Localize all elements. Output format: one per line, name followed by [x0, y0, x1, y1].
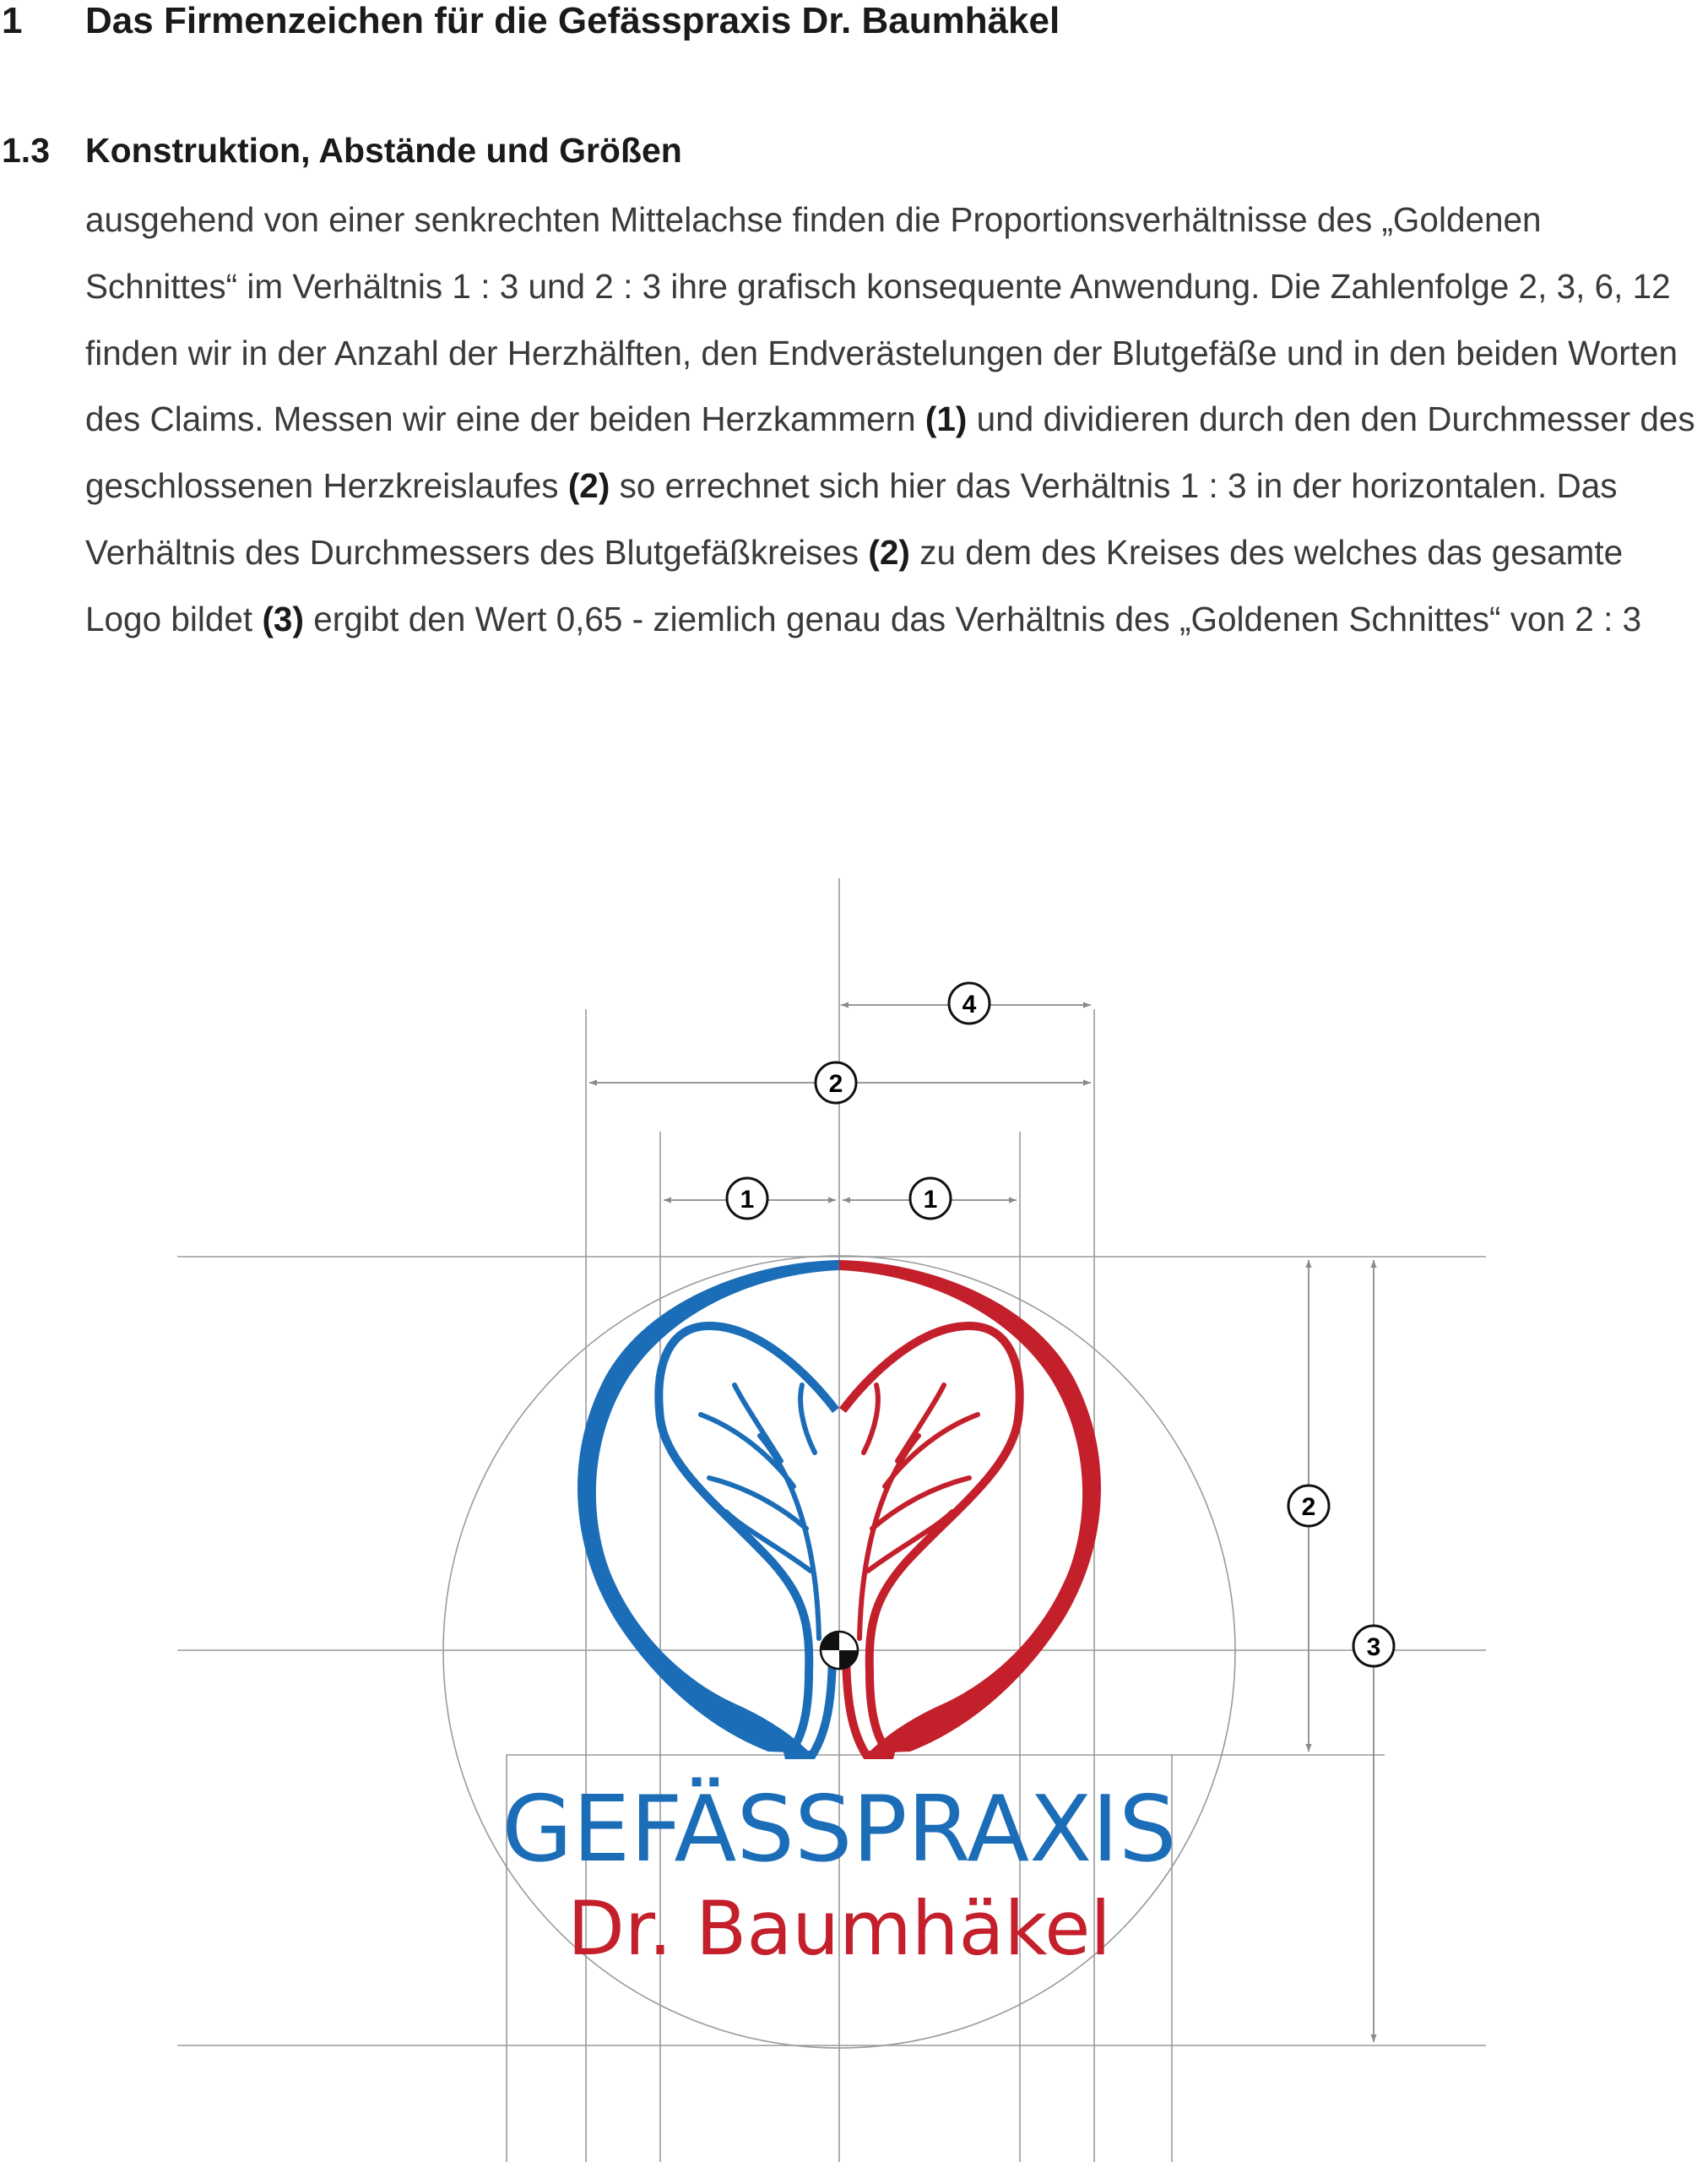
body-text-part: zu dem des Kreises des welches das gesamte Logo bildet	[85, 532, 1624, 638]
marker-2-label: 2	[1301, 1493, 1316, 1521]
center-mark	[821, 1632, 858, 1669]
body-text-part: ergibt den Wert 0,65 - ziemlich genau das Verhältnis des „Goldenen Schnittes“ von 2 : 3	[313, 599, 1642, 638]
body-marker: (2)	[567, 466, 610, 506]
marker-3	[1353, 1626, 1394, 1666]
marker-1-label: 1	[740, 1186, 755, 1214]
marker-2-label: 2	[828, 1070, 843, 1098]
marker-3-label: 3	[1366, 1633, 1381, 1661]
body-text-part: ausgehend von einer senkrechten Mittelachse finden die Proportionsverhältnisse des „Goldenen Schnittes“ im Verhältnis 1 : 3 und 2 : 3 ihre grafisch konsequente Anwendung. Die Zahlenfolge 2, 3, 6, 12 finden wir in der Anzahl der Herzhälften, den Endverästelungen der Blutgefäße und in den beiden Worten des Claims. Messen wir eine der beiden Herzkammern	[85, 200, 1678, 439]
subsection-number: 1.3	[2, 131, 50, 170]
marker-2-right	[1288, 1486, 1329, 1526]
marker-2-top	[816, 1062, 856, 1103]
logo-line-1: GEFÄSSPRAXIS	[502, 1777, 1177, 1882]
body-text-part: und dividieren durch den den Durchmesser des geschlossenen Herzkreislaufes	[85, 399, 1695, 506]
marker-1-right	[910, 1178, 951, 1219]
body-text-part: so errechnet sich hier das Verhältnis 1 : 3 in der horizontalen. Das Verhältnis des Durchmessers des Blutgefäßkreises	[85, 466, 1618, 572]
marker-1-left	[727, 1178, 767, 1219]
logo-line-2: Dr. Baumhäkel	[567, 1885, 1111, 1972]
marker-1-label: 1	[923, 1186, 938, 1214]
body-marker: (2)	[868, 532, 910, 572]
body-marker: (1)	[924, 399, 968, 439]
section-number: 1	[2, 0, 23, 41]
marker-4	[949, 983, 990, 1024]
marker-4-label: 4	[962, 991, 977, 1019]
section-title: Das Firmenzeichen für die Gefässpraxis Dr. Baumhäkel	[85, 0, 1060, 41]
body-marker: (3)	[262, 599, 304, 638]
subsection-title: Konstruktion, Abstände und Größen	[85, 131, 682, 170]
